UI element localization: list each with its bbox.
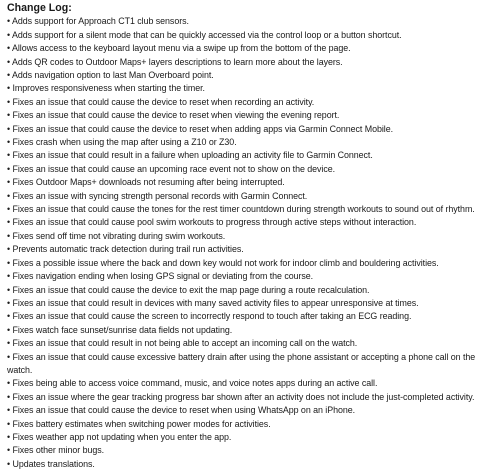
changelog-item: [7, 230, 496, 243]
changelog-list: [7, 15, 496, 471]
changelog-item-text: Adds support for Approach CT1 club sensors.: [11, 16, 189, 27]
changelog-item: [7, 190, 496, 203]
changelog-item: [7, 176, 496, 189]
bullet-icon: •: [7, 83, 13, 94]
changelog-item: [7, 123, 496, 136]
changelog-item: [7, 444, 496, 457]
changelog-item: [7, 458, 496, 471]
changelog-item-text: Fixes an issue that could cause pool swim workouts to progress through active steps without interaction.: [12, 217, 417, 228]
changelog-item-text: Fixes watch face sunset/sunrise data fields not updating.: [12, 324, 233, 335]
changelog-item: [7, 56, 496, 69]
changelog-item: [7, 431, 496, 444]
changelog-item: [7, 15, 496, 28]
changelog-item: [7, 109, 496, 122]
changelog-item-text: Fixes an issue that could result in a failure when uploading an activity file to Garmin Connect.: [12, 150, 373, 161]
changelog-item: [7, 69, 496, 82]
changelog-item-text: Fixes send off time not vibrating during swim workouts.: [12, 230, 226, 241]
changelog-item-text: Updates translations.: [12, 458, 95, 469]
changelog-item: [7, 418, 496, 431]
changelog-item-text: Fixes an issue with syncing strength personal records with Garmin Connect.: [12, 190, 308, 201]
changelog-item-text: Fixes an issue that could cause the device to reset when viewing the evening report.: [12, 110, 340, 121]
changelog-item-text: Fixes an issue that could result in not being able to accept an incoming call on the watch.: [12, 338, 358, 349]
bullet-icon: •: [7, 284, 13, 295]
bullet-icon: •: [7, 418, 13, 429]
bullet-icon: •: [7, 351, 13, 362]
bullet-icon: •: [7, 378, 13, 389]
bullet-icon: •: [7, 311, 13, 322]
bullet-icon: •: [7, 257, 13, 268]
bullet-icon: •: [7, 190, 13, 201]
bullet-icon: •: [7, 230, 13, 241]
changelog-item: [7, 337, 496, 350]
changelog-item: [7, 203, 496, 216]
bullet-icon: •: [7, 338, 13, 349]
bullet-icon: •: [7, 163, 13, 174]
changelog-item-text: Fixes an issue that could result in devices with many saved activity files to appear unresponsive at times.: [12, 297, 419, 308]
changelog-item: [7, 391, 496, 404]
changelog-item: [7, 216, 496, 229]
changelog-item: [7, 257, 496, 270]
changelog-title: Change Log:: [7, 2, 72, 14]
bullet-icon: •: [7, 391, 13, 402]
changelog-item-text: Fixes a possible issue where the back and down key would not work for indoor climb and bouldering activities.: [12, 257, 439, 268]
bullet-icon: •: [7, 405, 13, 416]
changelog-item-text: Fixes battery estimates when switching power modes for activities.: [12, 418, 271, 429]
changelog-item: [7, 149, 496, 162]
bullet-icon: •: [7, 217, 13, 228]
changelog-item: [7, 163, 496, 176]
changelog-item: [7, 243, 496, 256]
bullet-icon: •: [7, 324, 13, 335]
changelog-item-text: Fixes Outdoor Maps+ downloads not resuming after being interrupted.: [12, 177, 285, 188]
bullet-icon: •: [7, 16, 12, 27]
bullet-icon: •: [7, 70, 12, 81]
changelog-item-text: Fixes other minor bugs.: [12, 445, 105, 456]
bullet-icon: •: [7, 150, 13, 161]
changelog-item-text: Prevents automatic track detection during trail run activities.: [12, 244, 244, 255]
changelog-item: [7, 404, 496, 417]
changelog-item-text: Fixes navigation ending when losing GPS signal or deviating from the course.: [12, 271, 314, 282]
changelog-item: [7, 324, 496, 337]
changelog-item: [7, 351, 496, 378]
bullet-icon: •: [7, 56, 12, 67]
bullet-icon: •: [7, 431, 13, 442]
changelog-item: [7, 82, 496, 95]
changelog-item: [7, 96, 496, 109]
changelog-item-text: Fixes an issue that could cause excessive battery drain after using the phone assistant or accepting a phone call on the watch.: [7, 351, 476, 375]
changelog-item-text: Fixes an issue that could cause the screen to incorrectly respond to touch after taking an ECG reading.: [12, 311, 412, 322]
changelog-item-text: Fixes an issue where the gear tracking progress bar shown after an activity does not include the just-completed activity.: [12, 391, 475, 402]
changelog-item-text: Fixes an issue that could cause the device to exit the map page during a route recalculation.: [12, 284, 370, 295]
bullet-icon: •: [7, 445, 13, 456]
changelog-item-text: Allows access to the keyboard layout menu via a swipe up from the bottom of the page.: [11, 43, 351, 54]
changelog-item-text: Fixes an issue that could cause an upcoming race event not to show on the device.: [12, 163, 336, 174]
changelog-item-text: Fixes an issue that could cause the device to reset when adding apps via Garmin Connect Mobile.: [12, 123, 394, 134]
bullet-icon: •: [7, 458, 13, 469]
changelog-item-text: Improves responsiveness when starting the timer.: [12, 83, 205, 94]
changelog-item-text: Adds QR codes to Outdoor Maps+ layers descriptions to learn more about the layers.: [11, 56, 343, 67]
changelog-item: [7, 284, 496, 297]
changelog-item-text: Fixes an issue that could cause the tones for the rest timer countdown during strength workouts to sound out of rhythm.: [12, 204, 475, 215]
changelog-item-text: Adds support for a silent mode that can be quickly accessed via the control loop or a button shortcut.: [11, 29, 402, 40]
changelog-item: [7, 297, 496, 310]
changelog-item: [7, 42, 496, 55]
bullet-icon: •: [7, 204, 13, 215]
changelog-item-text: Fixes crash when using the map after using a Z10 or Z30.: [12, 137, 237, 148]
bullet-icon: •: [7, 244, 13, 255]
bullet-icon: •: [7, 123, 13, 134]
changelog-item-text: Fixes being able to access voice command, music, and voice notes apps during an active call.: [12, 378, 378, 389]
changelog-item-text: Adds navigation option to last Man Overboard point.: [11, 70, 214, 81]
changelog-item: [7, 136, 496, 149]
bullet-icon: •: [7, 110, 13, 121]
changelog-item: [7, 270, 496, 283]
bullet-icon: •: [7, 137, 13, 148]
changelog-item: [7, 377, 496, 390]
changelog-item-text: Fixes an issue that could cause the device to reset when using WhatsApp on an iPhone.: [12, 405, 356, 416]
changelog-item-text: Fixes an issue that could cause the device to reset when recording an activity.: [12, 96, 315, 107]
bullet-icon: •: [7, 271, 13, 282]
changelog-item: [7, 29, 496, 42]
changelog-item: [7, 310, 496, 323]
bullet-icon: •: [7, 177, 13, 188]
bullet-icon: •: [7, 29, 12, 40]
bullet-icon: •: [7, 297, 13, 308]
bullet-icon: •: [7, 96, 13, 107]
changelog-item-text: Fixes weather app not updating when you enter the app.: [12, 431, 232, 442]
bullet-icon: •: [7, 43, 12, 54]
